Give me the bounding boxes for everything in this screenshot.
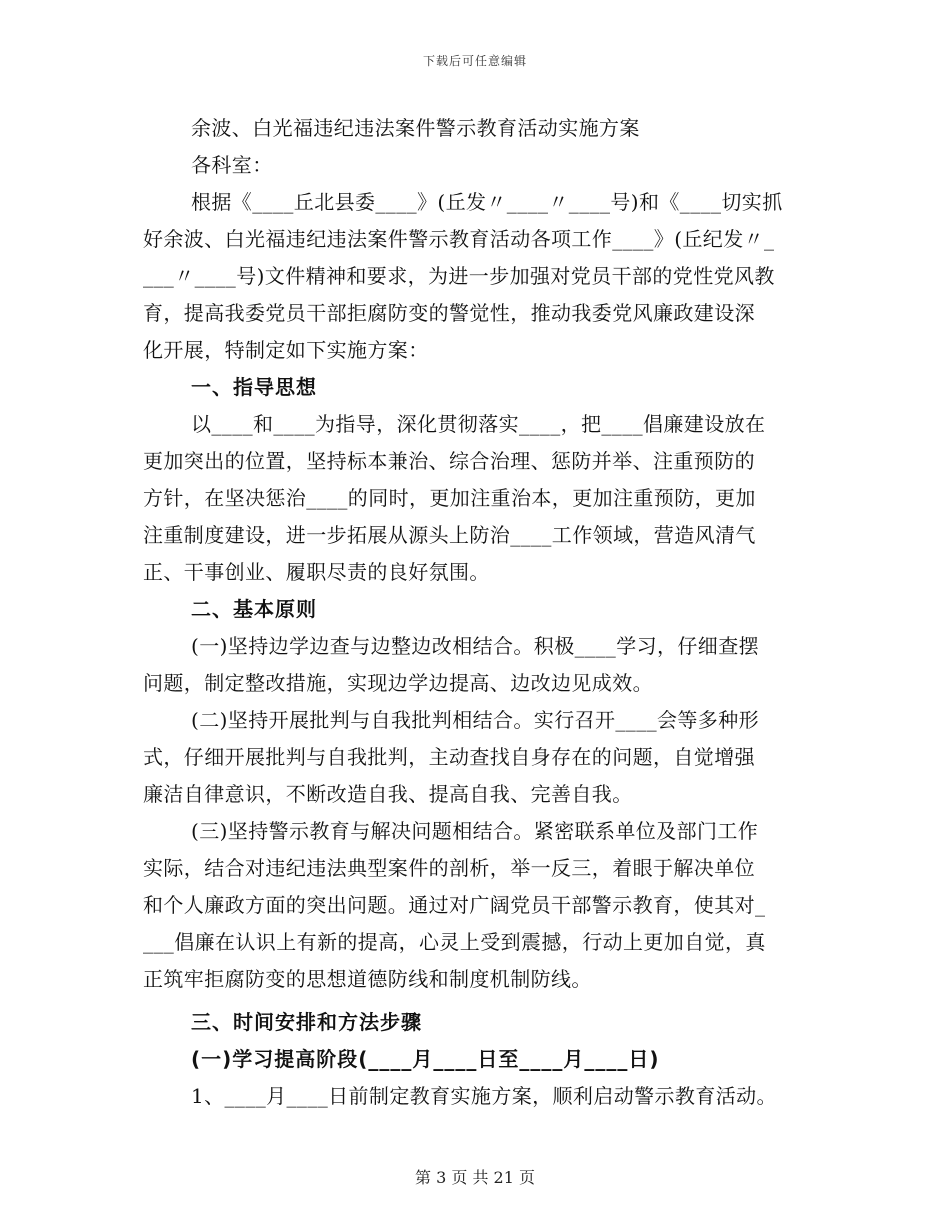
paragraph-line: 以____和____为指导，深化贯彻落实____，把____倡廉建设放在 (191, 412, 766, 436)
paragraph-line: 余波、白光福违纪违法案件警示教育活动实施方案 (191, 116, 640, 140)
paragraph-line: 问题，制定整改措施，实现边学边提高、边改边见成效。 (143, 671, 653, 695)
page-header-note: 下载后可任意编辑 (422, 54, 527, 68)
paragraph-line: ___〃____号)文件精神和要求，为进一步加强对党员干部的党性党风教 (143, 264, 775, 288)
paragraph-line: 和个人廉政方面的突出问题。通过对广阔党员干部警示教育，使其对_ (143, 893, 766, 917)
paragraph-line: (三)坚持警示教育与解决问题相结合。紧密联系单位及部门工作 (191, 819, 759, 843)
paragraph-line: ___倡廉在认识上有新的提高，心灵上受到震撼，行动上更加自觉，真 (143, 930, 766, 954)
paragraph-line: 实际，结合对违纪违法典型案件的剖析，举一反三，着眼于解决单位 (143, 856, 755, 880)
paragraph-line: 更加突出的位置，坚持标本兼治、综合治理、惩防并举、注重预防的 (143, 449, 755, 473)
paragraph-line: 式，仔细开展批判与自我批判，主动查找自身存在的问题，自觉增强 (143, 745, 755, 769)
paragraph-line: 好余波、白光福违纪违法案件警示教育活动各项工作____》(丘纪发〃_ (143, 227, 775, 251)
document-body (143, 110, 807, 1115)
paragraph-line: 正、干事创业、履职尽责的良好氛围。 (143, 560, 490, 584)
section-heading: 一、指导思想 (191, 375, 317, 399)
paragraph-line: (二)坚持开展批判与自我批判相结合。实行召开____会等多种形 (191, 708, 760, 732)
paragraph-line: 1、____月____日前制定教育实施方案，顺利启动警示教育活动。 (191, 1084, 777, 1108)
page-number-footer: 第 3 页 共 21 页 (415, 1168, 535, 1187)
section-heading: (一)学习提高阶段(____月____日至____月____日) (191, 1047, 660, 1071)
section-heading: 三、时间安排和方法步骤 (191, 1010, 422, 1034)
paragraph-line: 各科室： (191, 153, 273, 177)
paragraph-line: 根据《____丘北县委____》(丘发〃____〃____号)和《____切实抓 (191, 190, 783, 214)
paragraph-line: 化开展，特制定如下实施方案： (143, 338, 429, 362)
paragraph-line: 注重制度建设，进一步拓展从源头上防治____工作领域，营造风清气 (143, 523, 756, 547)
section-heading: 二、基本原则 (191, 597, 317, 621)
paragraph-line: 方针，在坚决惩治____的同时，更加注重治本，更加注重预防，更加 (143, 486, 756, 510)
paragraph-line: 育，提高我委党员干部拒腐防变的警觉性，推动我委党风廉政建设深 (143, 301, 755, 325)
paragraph-line: 正筑牢拒腐防变的思想道德防线和制度机制防线。 (143, 967, 592, 991)
paragraph-line: (一)坚持边学边查与边整边改相结合。积极____学习，仔细查摆 (191, 634, 760, 658)
paragraph-line: 廉洁自律意识，不断改造自我、提高自我、完善自我。 (143, 782, 633, 806)
